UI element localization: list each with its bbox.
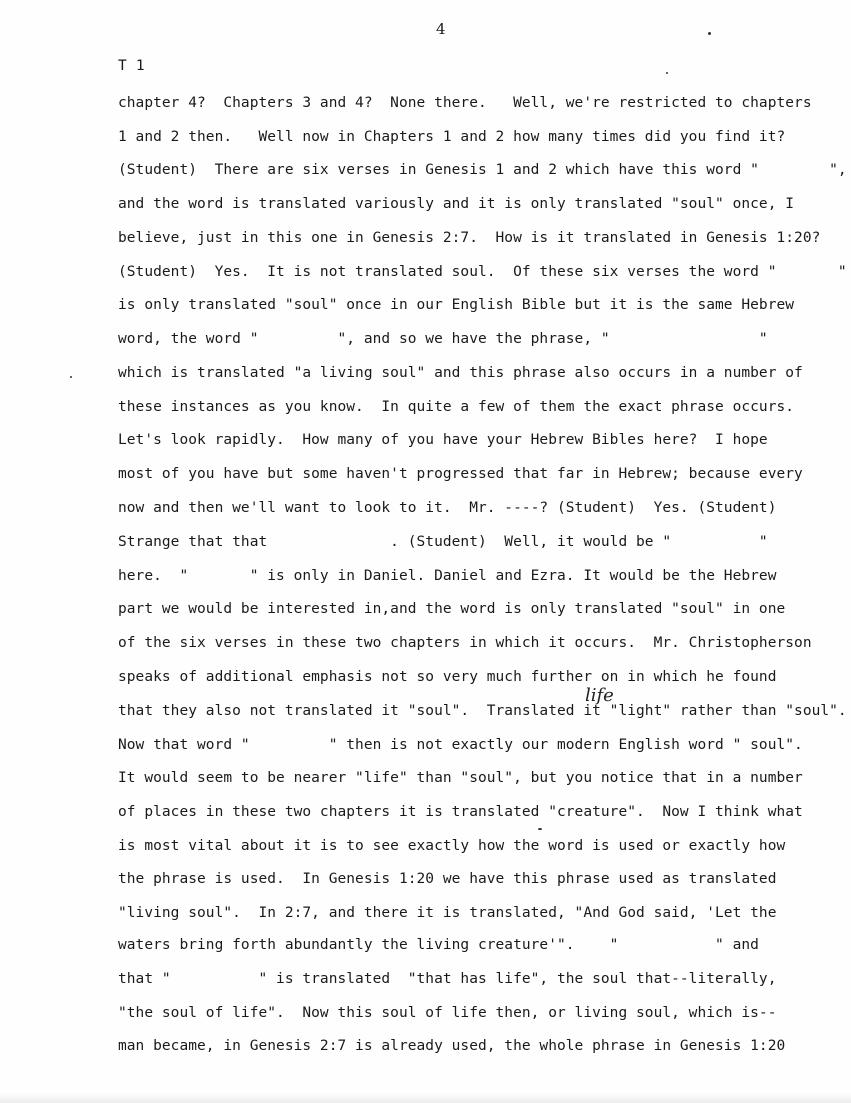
scan-speck — [70, 376, 72, 378]
text-line: the phrase is used. In Genesis 1:20 we have this phrase used as translated — [118, 871, 777, 887]
text-line: is most vital about it is to see exactly how the word is used or exactly how — [118, 838, 786, 854]
text-line: (Student) There are six verses in Genesis 1 and 2 which have this word " ", — [118, 162, 847, 178]
text-line: Let's look rapidly. How many of you have your Hebrew Bibles here? I hope — [118, 432, 768, 448]
text-line: and the word is translated variously and it is only translated "soul" once, I — [118, 196, 795, 212]
text-line: waters bring forth abundantly the living creature'". " " and — [118, 937, 759, 953]
text-line: It would seem to be nearer "life" than "soul", but you notice that in a number — [118, 770, 803, 786]
text-line: Strange that that . (Student) Well, it would be " " — [118, 534, 768, 550]
text-line: that " " is translated "that has life", the soul that--literally, — [118, 971, 777, 987]
scan-speck — [538, 828, 542, 830]
text-line: "living soul". In 2:7, and there it is translated, "And God said, 'Let the — [118, 905, 777, 921]
text-line: now and then we'll want to look to it. Mr. ----? (Student) Yes. (Student) — [118, 500, 777, 516]
text-line: most of you have but some haven't progressed that far in Hebrew; because every — [118, 466, 803, 482]
text-line: of places in these two chapters it is translated "creature". Now I think what — [118, 804, 803, 820]
text-line: believe, just in this one in Genesis 2:7. How is it translated in Genesis 1:20? — [118, 230, 821, 246]
text-line: word, the word " ", and so we have the phrase, " " — [118, 331, 768, 347]
text-line: (Student) Yes. It is not translated soul. Of these six verses the word " " — [118, 264, 847, 280]
text-line: 1 and 2 then. Well now in Chapters 1 and 2 how many times did you find it? — [118, 129, 786, 145]
text-line: speaks of additional emphasis not so very much further on in which he found — [118, 669, 777, 685]
text-line: Now that word " " then is not exactly our modern English word " soul". — [118, 737, 803, 753]
page-number: 4 — [436, 20, 446, 38]
text-line: chapter 4? Chapters 3 and 4? None there. Well, we're restricted to chapters — [118, 95, 812, 111]
scan-speck — [666, 72, 668, 74]
text-line: man became, in Genesis 2:7 is already used, the whole phrase in Genesis 1:20 — [118, 1038, 786, 1054]
scan-speck — [708, 32, 711, 35]
text-line: that they also not translated it "soul". Translated it "light" rather than "soul". — [118, 703, 847, 719]
text-line: here. " " is only in Daniel. Daniel and Ezra. It would be the Hebrew — [118, 568, 777, 584]
text-line: "the soul of life". Now this soul of life then, or living soul, which is-- — [118, 1005, 777, 1021]
text-line: of the six verses in these two chapters in which it occurs. Mr. Christopherson — [118, 635, 812, 651]
tape-label: T 1 — [118, 58, 145, 74]
text-line: which is translated "a living soul" and this phrase also occurs in a number of — [118, 365, 803, 381]
handwritten-annotation: life — [585, 685, 614, 706]
page-bottom-edge — [0, 1093, 851, 1103]
text-line: is only translated "soul" once in our English Bible but it is the same Hebrew — [118, 297, 795, 313]
text-line: these instances as you know. In quite a few of them the exact phrase occurs. — [118, 399, 795, 415]
text-line: part we would be interested in,and the word is only translated "soul" in one — [118, 601, 786, 617]
